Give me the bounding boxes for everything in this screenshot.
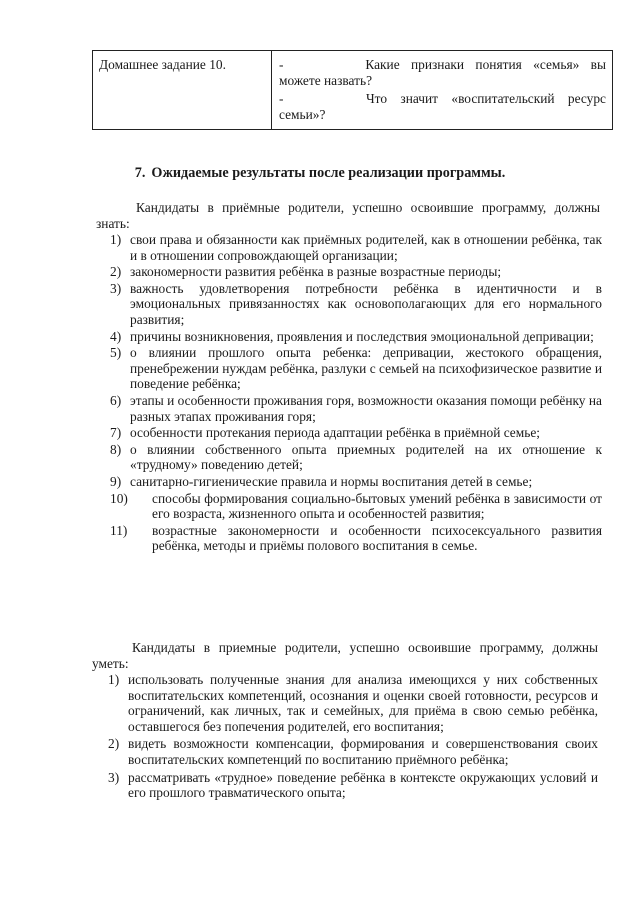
- list-item-text: важность удовлетворения потребности ребёнка в идентичности и в эмоциональных привязанностях как основополагающих для его нормального развития;: [130, 280, 602, 327]
- list-marker: 9): [110, 473, 122, 489]
- able-list: [108, 672, 598, 803]
- list-marker: 6): [110, 392, 122, 408]
- question-text-line: можете назвать?: [279, 72, 373, 88]
- list-item-text: причины возникновения, проявления и последствия эмоциональной депривации;: [130, 328, 594, 344]
- list-item: [110, 491, 602, 522]
- list-item-text: санитарно-гигиенические правила и нормы воспитания детей в семье;: [130, 473, 533, 489]
- homework-question-1: [279, 57, 606, 88]
- question-dash: -: [279, 91, 284, 106]
- question-dash: -: [279, 57, 284, 72]
- list-item: [110, 393, 602, 424]
- list-item-text: использовать полученные знания для анализа имеющихся у них собственных воспитательских компетенций, осознания и оценки своей готовности, ресурсов и ограничений, как личных, так и семейных, для приёма в свою семью ребёнка, оставшегося без попечения родителей, его воспитания;: [128, 672, 598, 734]
- list-marker: 8): [110, 441, 122, 457]
- able-intro-paragraph: Кандидаты в приемные родители, успешно освоившие программу, должны уметь:: [92, 640, 598, 671]
- list-marker: 1): [110, 232, 122, 247]
- list-item: [110, 442, 602, 473]
- list-item: [110, 329, 602, 345]
- list-item-text: возрастные закономерности и особенности психосексуального развития ребёнка, методы и приёмы полового воспитания в семье.: [152, 522, 602, 554]
- list-item: [110, 345, 602, 392]
- list-marker: 10): [110, 490, 128, 506]
- question-text-line: семьи»?: [279, 106, 326, 122]
- list-marker: 3): [110, 280, 122, 296]
- question-text-line: Что значит «воспитательский ресурс: [365, 91, 606, 106]
- list-item: [110, 232, 602, 263]
- list-marker: 2): [108, 736, 120, 752]
- list-marker: 1): [108, 672, 120, 687]
- list-item: [108, 736, 598, 767]
- homework-question-2: [279, 91, 606, 122]
- list-item-text: способы формирования социально-бытовых умений ребёнка в зависимости от его возраста, жизненного опыта и особенностей развития;: [152, 490, 602, 522]
- list-item-text: этапы и особенности проживания горя, возможности оказания помощи ребёнку на разных этапах проживания горя;: [130, 392, 602, 424]
- homework-table: [92, 50, 613, 130]
- list-item: [110, 281, 602, 328]
- list-item: [110, 264, 602, 280]
- list-item: [110, 474, 602, 490]
- list-marker: 11): [110, 522, 128, 538]
- list-item-text: о влиянии собственного опыта приемных родителей на их отношение к «трудному» поведению детей;: [130, 441, 602, 473]
- list-item-text: свои права и обязанности как приёмных родителей, как в отношении ребёнка, так и в отношении сопровождающей организации;: [130, 232, 602, 263]
- list-item: [110, 425, 602, 441]
- list-item: [108, 672, 598, 734]
- section-title: Ожидаемые результаты после реализации программы.: [151, 165, 506, 181]
- question-text-line: Какие признаки понятия «семья» вы: [365, 57, 606, 72]
- list-item-text: особенности протекания периода адаптации ребёнка в приёмной семье;: [130, 425, 540, 441]
- list-item-text: закономерности развития ребёнка в разные возрастные периоды;: [130, 264, 502, 280]
- list-marker: 3): [108, 769, 120, 785]
- list-item-text: рассматривать «трудное» поведение ребёнка в контексте окружающих условий и его прошлого травматического опыта;: [128, 769, 598, 801]
- list-item-text: о влиянии прошлого опыта ребенка: депривации, жестокого обращения, пренебрежении нуждам ребёнка, разлуки с семьей на психофизическое развитие и поведение ребёнка;: [130, 345, 602, 392]
- section-number: 7.: [134, 165, 146, 181]
- homework-label: Домашнее задание 10.: [99, 57, 226, 72]
- list-item-text: видеть возможности компенсации, формирования и совершенствования своих воспитательских компетенций по воспитанию приёмного ребёнка;: [128, 736, 598, 767]
- list-marker: 7): [110, 425, 122, 441]
- list-item: [108, 770, 598, 801]
- know-list: [110, 232, 602, 555]
- list-marker: 2): [110, 264, 122, 280]
- section-heading: [0, 166, 640, 182]
- know-intro-paragraph: Кандидаты в приёмные родители, успешно освоившие программу, должны знать:: [96, 200, 600, 231]
- table-column-divider: [271, 51, 272, 129]
- list-marker: 5): [110, 345, 122, 361]
- list-item: [110, 523, 602, 554]
- list-marker: 4): [110, 328, 122, 344]
